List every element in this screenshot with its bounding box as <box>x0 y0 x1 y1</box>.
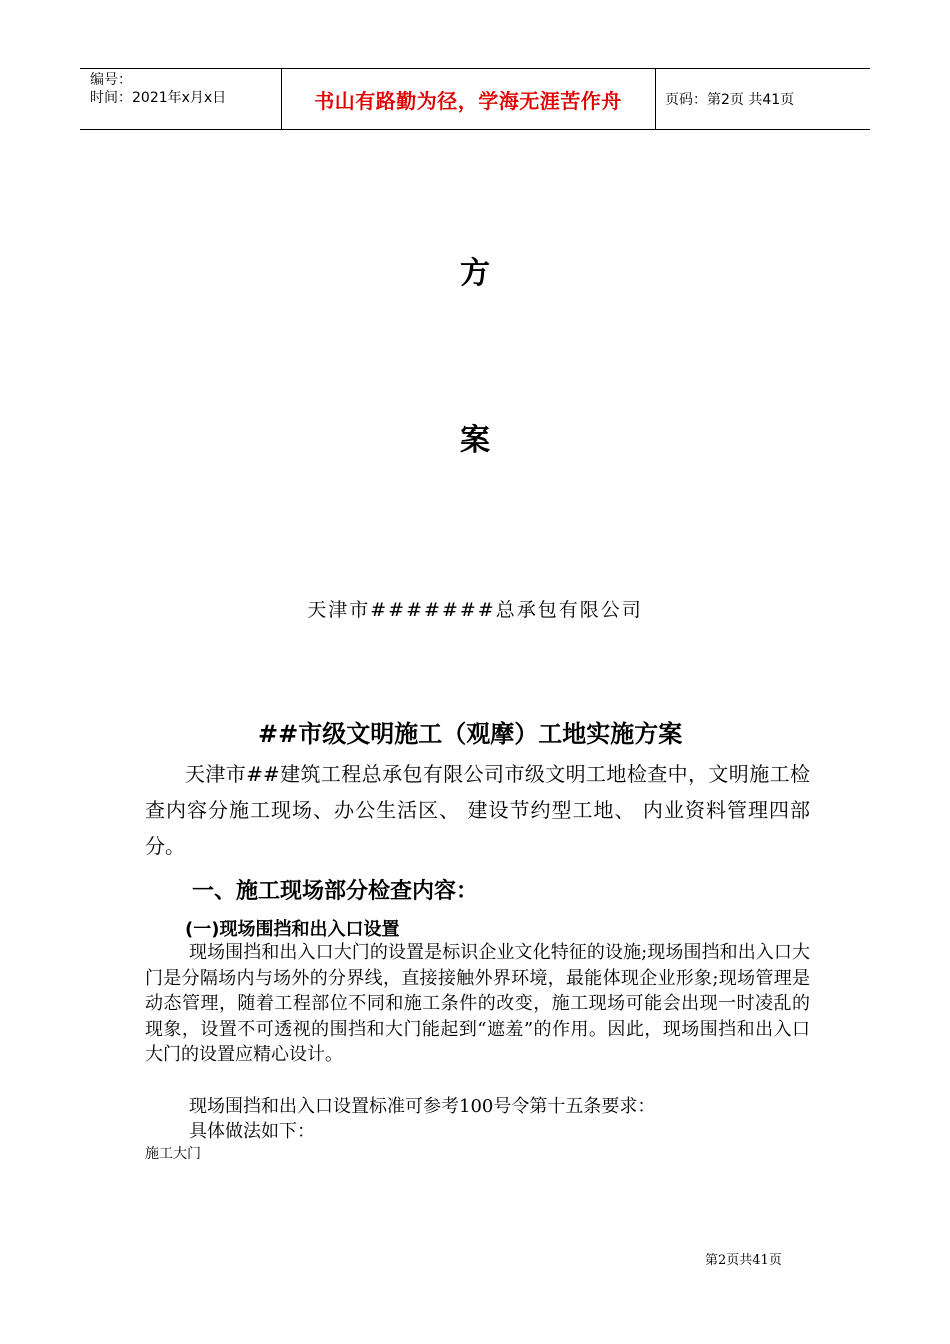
section-heading: 一、施工现场部分检查内容： <box>192 879 479 904</box>
body-paragraph: 现场围挡和出入口设置标准可参考100号令第十五条要求： <box>189 1096 656 1117</box>
header-motto: 书山有路勤为径，学海无涯苦作舟 <box>314 88 622 113</box>
header-divider <box>655 69 656 129</box>
cover-title-char-1: 方 <box>460 256 490 291</box>
document-time: 时间：2021年x月x日 <box>90 90 227 106</box>
document-number-label: 编号： <box>90 72 132 88</box>
subsection-heading: (一)现场围挡和出入口设置 <box>185 919 400 940</box>
figure-caption: 施工大门 <box>145 1146 201 1162</box>
body-paragraph: 现场围挡和出入口大门的设置是标识企业文化特征的设施;现场围挡和出入口大门是分隔场内与场外的分界线，直接接触外界环境，最能体现企业形象;现场管理是动态管理，随着工程部位不同和施工条件的改变，施工现场可能会出现一时凌乱的现象，设置不可透视的围挡和大门能起到“遮羞”的作用。因此，现场围挡和出入口大门的设置应精心设计。 <box>145 942 810 1065</box>
page-footer: 第2页共41页 <box>705 1253 782 1268</box>
company-name: 天津市#######总承包有限公司 <box>307 599 643 621</box>
body-paragraph: 具体做法如下： <box>189 1121 315 1142</box>
header-page-info: 页码：第2页 共41页 <box>665 92 795 108</box>
cover-title-char-2: 案 <box>460 423 490 458</box>
header-meta <box>90 71 226 107</box>
page-header <box>80 68 870 130</box>
intro-paragraph: 天津市##建筑工程总承包有限公司市级文明工地检查中，文明施工检查内容分施工现场、办公生活区、 建设节约型工地、 内业资料管理四部分。 <box>145 762 810 858</box>
document-title: ##市级文明施工（观摩）工地实施方案 <box>258 720 683 748</box>
